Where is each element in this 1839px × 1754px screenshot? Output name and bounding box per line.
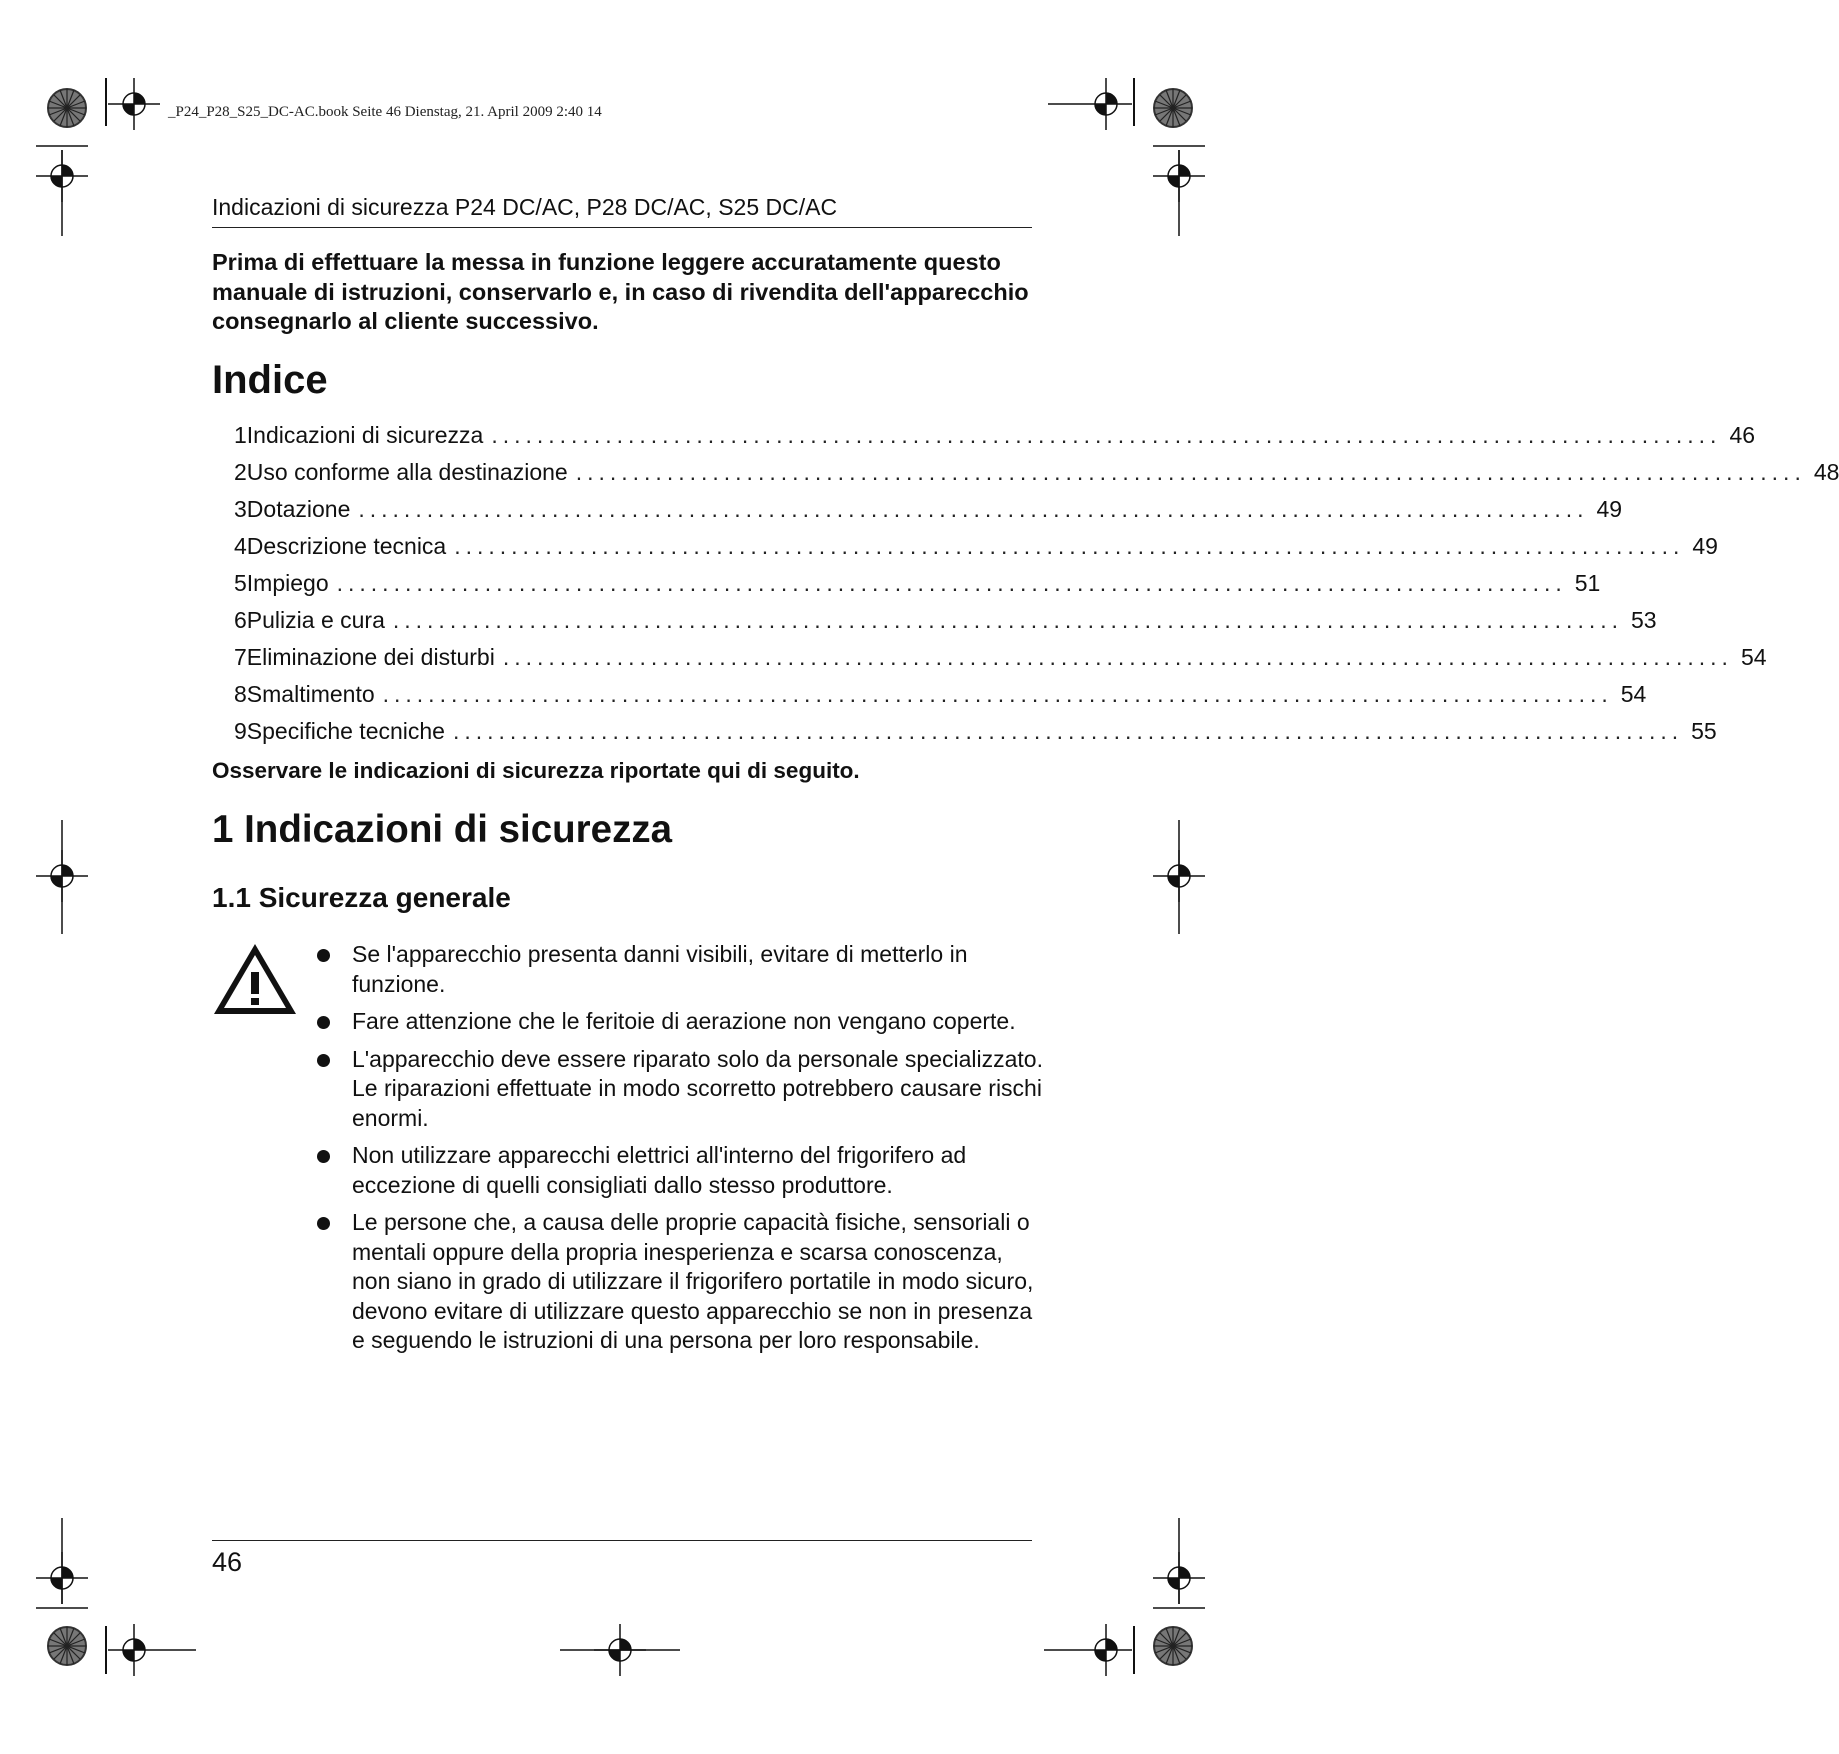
- toc-page: 54: [1620, 681, 1647, 707]
- toc-label: Eliminazione dei disturbi: [246, 644, 495, 670]
- toc-page: 49: [1692, 533, 1718, 559]
- toc-page: 53: [1631, 607, 1657, 633]
- toc-page: 49: [1596, 496, 1623, 522]
- toc-leader-dots: ............................................................................................................: [575, 459, 1806, 485]
- printer-slug-line: _P24_P28_S25_DC-AC.book Seite 46 Dienstag, 21. April 2009 2:40 14: [168, 104, 602, 120]
- bullet-text: Le persone che, a causa delle proprie capacità fisiche, sensoriali o mentali oppure della propria inesperienza e scarsa conoscenza, non siano in grado di utilizzare il frigorifero portatile in modo sicuro, devono evitare di utilizzare questo apparecchio se non in presenza e seguendo le istruzioni di una persona per loro responsabile.: [352, 1209, 1034, 1353]
- toc-label: Pulizia e cura: [246, 607, 385, 633]
- intro-paragraph: Prima di effettuare la messa in funzione leggere accuratamente questo manuale di istruzioni, conservarlo e, in caso di rivendita dell'apparecchio consegnarlo al cliente successivo.: [212, 249, 1029, 334]
- toc-page: 51: [1574, 570, 1601, 596]
- bullet-text: Se l'apparecchio presenta danni visibili, evitare di metterlo in funzione.: [352, 941, 968, 997]
- toc-label: Smaltimento: [246, 681, 375, 707]
- toc-number: 3: [234, 496, 247, 522]
- toc-label: Descrizione tecnica: [246, 533, 447, 559]
- toc-leader-dots: ............................................................................................................: [502, 644, 1733, 670]
- toc-number: 4: [234, 533, 247, 559]
- toc-number: 2: [234, 459, 247, 485]
- section-heading: 1 Indicazioni di sicurezza: [212, 808, 672, 851]
- toc-label: Dotazione: [246, 496, 351, 522]
- subsection-heading: 1.1 Sicurezza generale: [212, 882, 511, 913]
- running-header: Indicazioni di sicurezza P24 DC/AC, P28 DC/AC, S25 DC/AC: [212, 194, 1032, 228]
- toc-leader-dots: ............................................................................................................: [358, 496, 1589, 522]
- toc-leader-dots: ............................................................................................................: [382, 681, 1613, 707]
- toc-leader-dots: ............................................................................................................: [336, 570, 1567, 596]
- toc-leader-dots: ............................................................................................................: [491, 422, 1722, 448]
- toc-number: 9: [234, 718, 247, 744]
- toc-page: 55: [1691, 718, 1717, 744]
- bullet-text: Fare attenzione che le feritoie di aerazione non vengano coperte.: [352, 1008, 1016, 1034]
- bullet-text: Non utilizzare apparecchi elettrici all'interno del frigorifero ad eccezione di quelli consigliati dallo stesso produttore.: [352, 1142, 967, 1198]
- toc-leader-dots: ............................................................................................................: [392, 607, 1624, 633]
- toc-number: 6: [234, 607, 247, 633]
- toc-label: Impiego: [246, 570, 329, 596]
- toc-page: 54: [1740, 644, 1767, 670]
- toc-label: Specifiche tecniche: [246, 718, 445, 744]
- index-heading: Indice: [212, 358, 328, 402]
- toc-number: 8: [234, 681, 247, 707]
- toc-page: 46: [1729, 422, 1756, 448]
- toc-number: 7: [234, 644, 247, 670]
- toc-page: 48: [1813, 459, 1839, 485]
- bullet-text: L'apparecchio deve essere riparato solo da personale specializzato. Le riparazioni effettuate in modo scorretto potrebbero causare rischi enormi.: [352, 1045, 1043, 1131]
- toc-number: 1: [234, 422, 247, 448]
- toc-leader-dots: ............................................................................................................: [452, 718, 1684, 744]
- safety-note: Osservare le indicazioni di sicurezza riportate qui di seguito.: [212, 758, 860, 783]
- toc-label: Indicazioni di sicurezza: [246, 422, 484, 448]
- toc-label: Uso conforme alla destinazione: [246, 459, 568, 485]
- toc-number: 5: [234, 570, 247, 596]
- page-number: 46: [212, 1547, 243, 1577]
- toc-leader-dots: ............................................................................................................: [454, 533, 1685, 559]
